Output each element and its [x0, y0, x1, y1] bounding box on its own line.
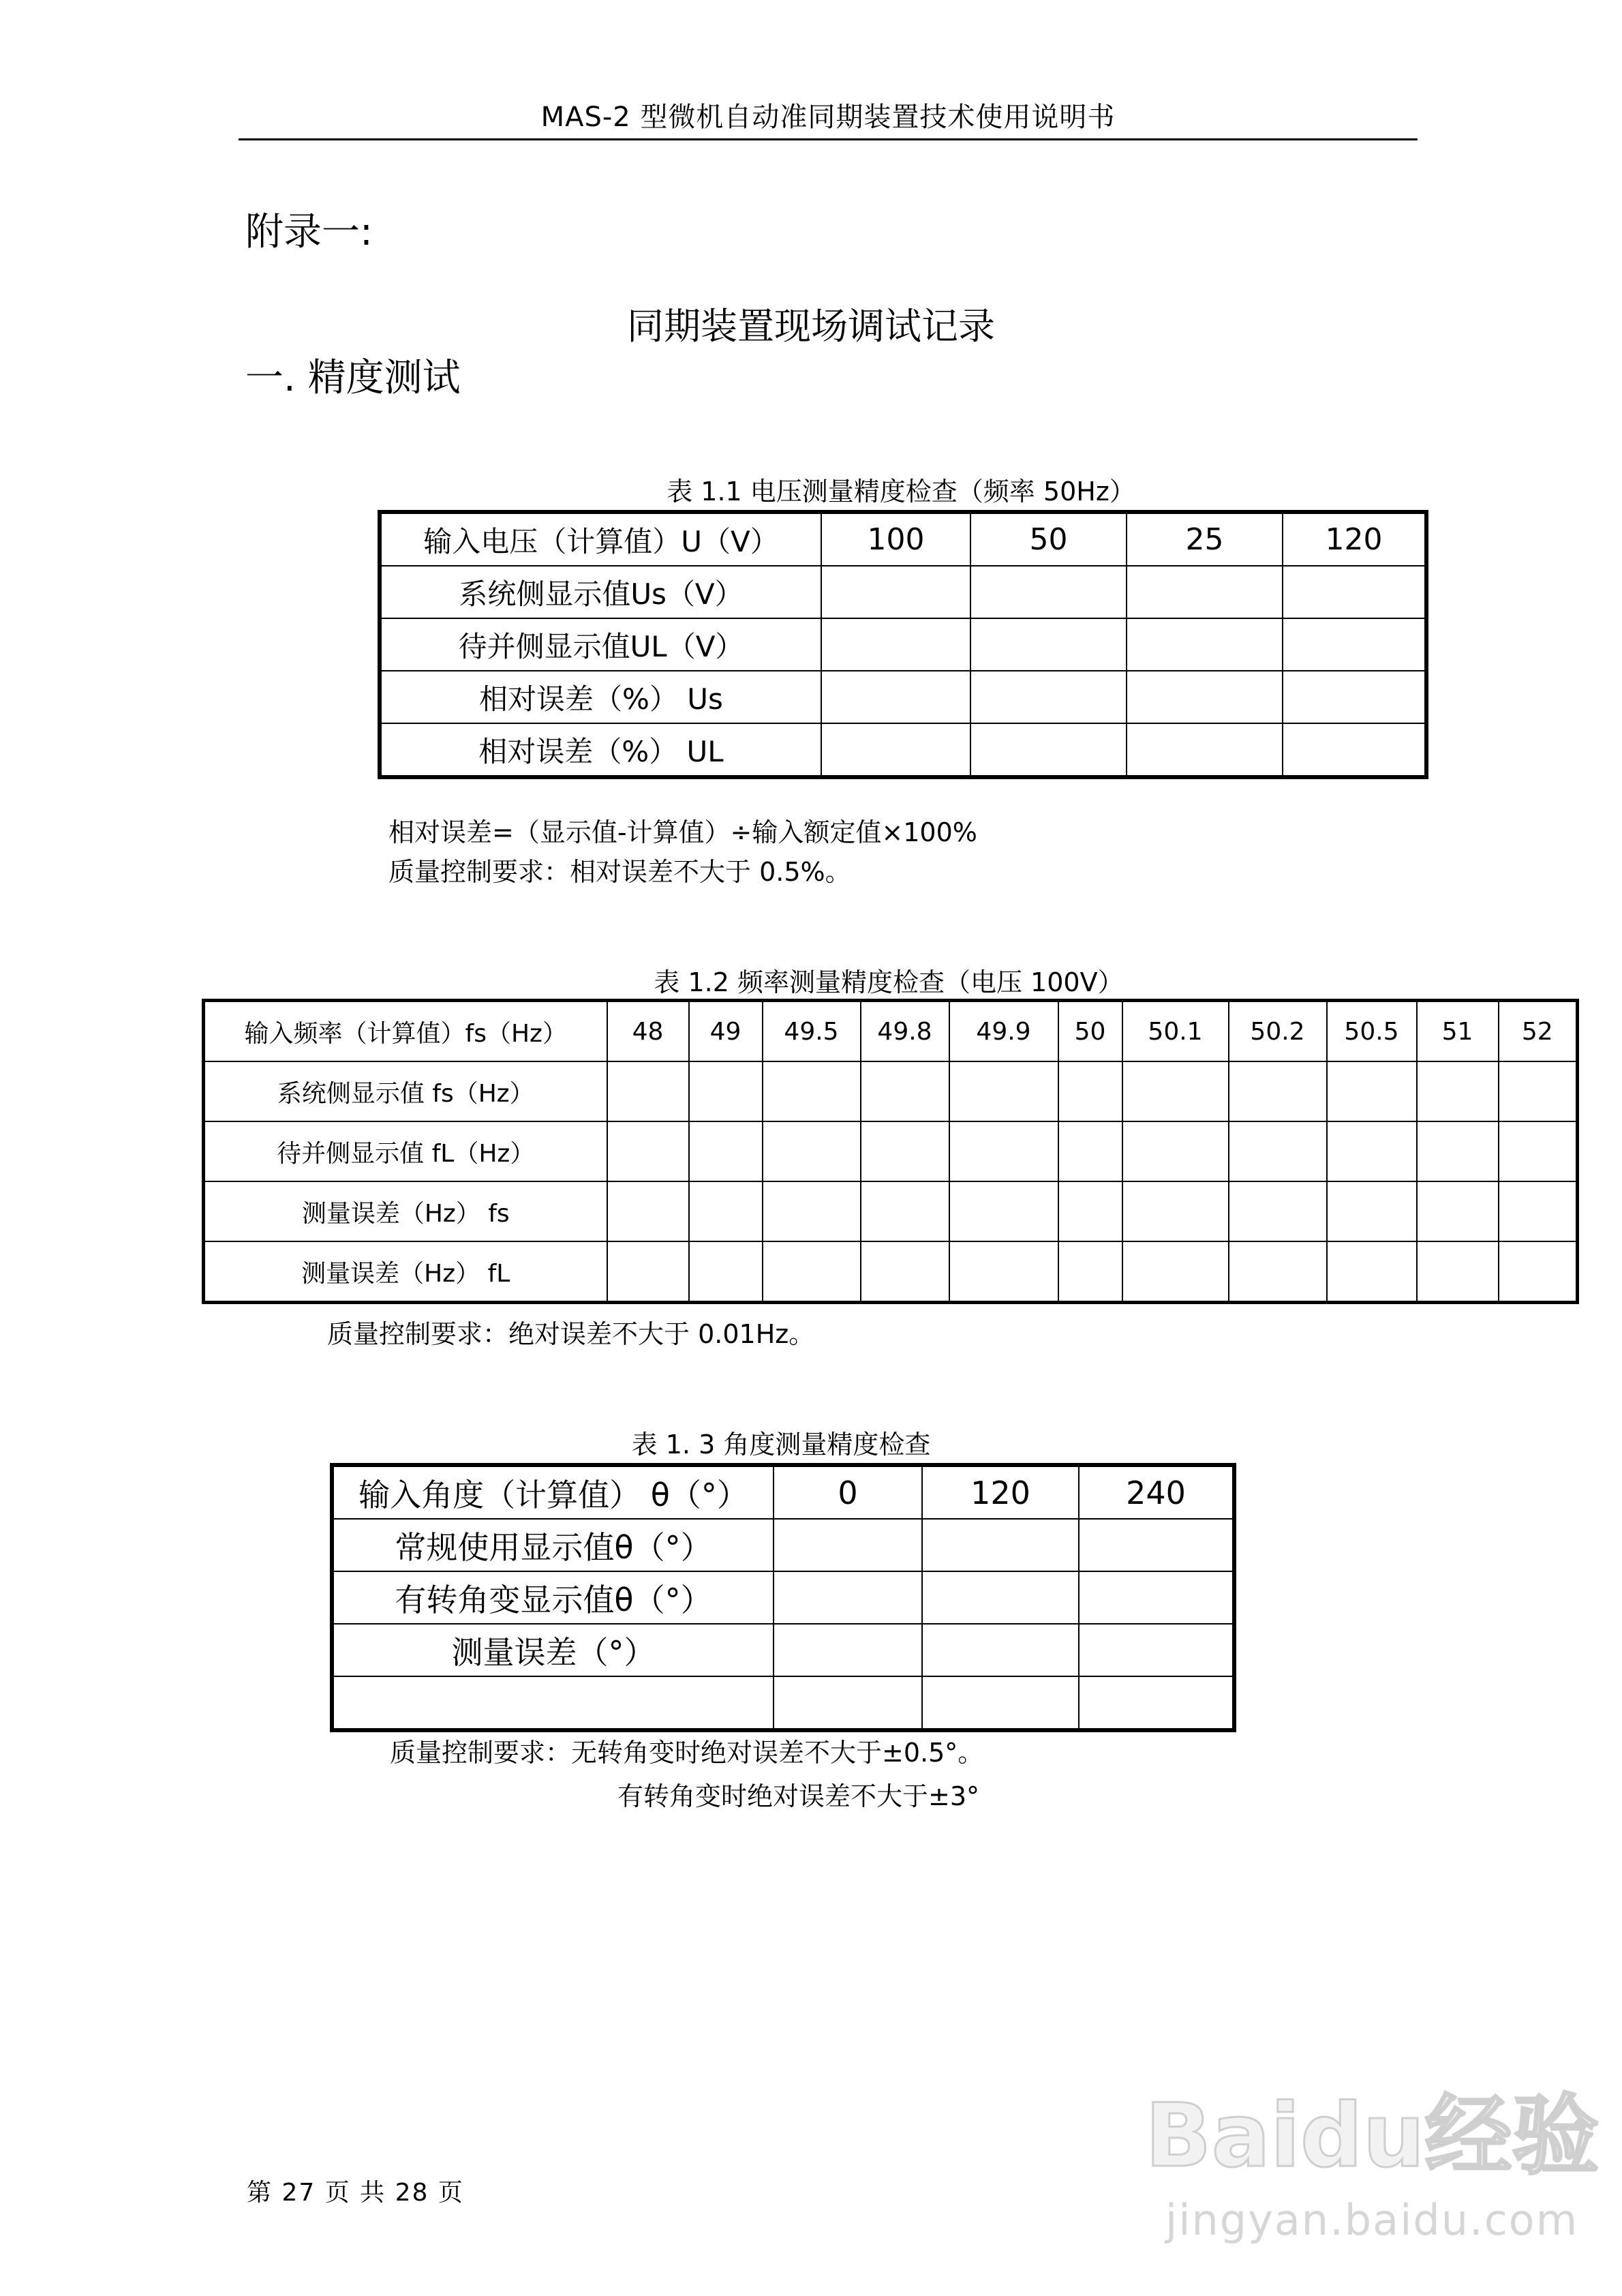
document-title: 同期装置现场调试记录: [627, 305, 995, 348]
empty-cell: [774, 1676, 922, 1730]
table2-column-header: 48: [607, 1001, 689, 1062]
empty-cell: [1327, 1241, 1417, 1303]
table2-column-header: 50.1: [1122, 1001, 1229, 1062]
table1-quality-note: 质量控制要求：相对误差不大于 0.5%。: [388, 857, 851, 887]
empty-cell: [1122, 1241, 1229, 1303]
empty-cell: [922, 1519, 1079, 1571]
table1-formula-note: 相对误差=（显示值-计算值）÷输入额定值×100%: [388, 817, 977, 847]
table-header-row: [332, 1465, 1234, 1519]
header-rule: [239, 138, 1418, 140]
empty-cell: [970, 671, 1127, 723]
empty-cell: [949, 1181, 1058, 1241]
empty-cell: [689, 1241, 763, 1303]
table2-column-header: 52: [1499, 1001, 1578, 1062]
empty-cell: [689, 1181, 763, 1241]
empty-cell: [1079, 1519, 1234, 1571]
table-row: [380, 723, 1426, 777]
empty-cell: [1058, 1121, 1122, 1181]
table3-column-header: 0: [774, 1465, 922, 1519]
table-row: [332, 1624, 1234, 1676]
empty-cell: [1229, 1181, 1327, 1241]
empty-cell: [1127, 723, 1283, 777]
empty-cell: [607, 1061, 689, 1121]
empty-cell: [1283, 566, 1426, 618]
table2-row-label: 测量误差（Hz） fs: [204, 1181, 607, 1241]
empty-cell: [1283, 618, 1426, 671]
empty-cell: [1327, 1121, 1417, 1181]
table-row: [380, 618, 1426, 671]
table3-row-label: [332, 1676, 774, 1730]
table-row: [204, 1181, 1578, 1241]
empty-cell: [1283, 723, 1426, 777]
empty-cell: [1327, 1061, 1417, 1121]
section-title: 一. 精度测试: [245, 356, 461, 400]
empty-cell: [1127, 618, 1283, 671]
empty-cell: [861, 1121, 949, 1181]
table-row: [332, 1676, 1234, 1730]
empty-cell: [1229, 1061, 1327, 1121]
table-row: [332, 1571, 1234, 1624]
empty-cell: [689, 1061, 763, 1121]
empty-cell: [1079, 1571, 1234, 1624]
empty-cell: [1417, 1181, 1499, 1241]
empty-cell: [1327, 1181, 1417, 1241]
empty-cell: [861, 1061, 949, 1121]
empty-cell: [1127, 671, 1283, 723]
table1-row-label: 相对误差（%） UL: [380, 723, 821, 777]
empty-cell: [970, 618, 1127, 671]
table1-header-label: 输入电压（计算值）U（V）: [380, 512, 821, 566]
voltage-accuracy-table: [378, 510, 1428, 779]
table-row: [380, 671, 1426, 723]
empty-cell: [763, 1121, 861, 1181]
empty-cell: [922, 1676, 1079, 1730]
empty-cell: [949, 1121, 1058, 1181]
empty-cell: [1122, 1181, 1229, 1241]
table2-column-header: 50.5: [1327, 1001, 1417, 1062]
frequency-accuracy-table: [202, 999, 1579, 1304]
empty-cell: [861, 1181, 949, 1241]
table2-caption: 表 1.2 频率测量精度检查（电压 100V）: [654, 967, 1124, 997]
empty-cell: [970, 723, 1127, 777]
table3-rotation-note: 有转角变时绝对误差不大于±3°: [617, 1781, 980, 1811]
table2-column-header: 49.9: [949, 1001, 1058, 1062]
table-row: [204, 1061, 1578, 1121]
empty-cell: [949, 1241, 1058, 1303]
empty-cell: [1229, 1121, 1327, 1181]
empty-cell: [1122, 1121, 1229, 1181]
table1-column-header: 50: [970, 512, 1127, 566]
empty-cell: [861, 1241, 949, 1303]
table2-header-label: 输入频率（计算值）fs（Hz）: [204, 1001, 607, 1062]
table1-row-label: 待并侧显示值UL（V）: [380, 618, 821, 671]
empty-cell: [1079, 1624, 1234, 1676]
table1-row-label: 相对误差（%） Us: [380, 671, 821, 723]
empty-cell: [922, 1624, 1079, 1676]
empty-cell: [774, 1519, 922, 1571]
table1-row-label: 系统侧显示值Us（V）: [380, 566, 821, 618]
empty-cell: [1283, 671, 1426, 723]
empty-cell: [1499, 1061, 1578, 1121]
table-header-row: [380, 512, 1426, 566]
empty-cell: [1417, 1241, 1499, 1303]
empty-cell: [607, 1121, 689, 1181]
empty-cell: [1499, 1241, 1578, 1303]
empty-cell: [821, 618, 970, 671]
table-row: [332, 1519, 1234, 1571]
table2-column-header: 51: [1417, 1001, 1499, 1062]
empty-cell: [1058, 1181, 1122, 1241]
table3-row-label: 测量误差（°）: [332, 1624, 774, 1676]
table2-column-header: 50.2: [1229, 1001, 1327, 1062]
empty-cell: [607, 1181, 689, 1241]
empty-cell: [1127, 566, 1283, 618]
empty-cell: [1417, 1061, 1499, 1121]
table-header-row: [204, 1001, 1578, 1062]
empty-cell: [763, 1241, 861, 1303]
table2-column-header: 49: [689, 1001, 763, 1062]
empty-cell: [1499, 1121, 1578, 1181]
empty-cell: [689, 1121, 763, 1181]
empty-cell: [1058, 1061, 1122, 1121]
table3-row-label: 有转角变显示值θ（°）: [332, 1571, 774, 1624]
table2-row-label: 系统侧显示值 fs（Hz）: [204, 1061, 607, 1121]
table2-row-label: 测量误差（Hz） fL: [204, 1241, 607, 1303]
table3-quality-note: 质量控制要求：无转角变时绝对误差不大于±0.5°。: [390, 1738, 984, 1768]
empty-cell: [607, 1241, 689, 1303]
table1-column-header: 120: [1283, 512, 1426, 566]
empty-cell: [1229, 1241, 1327, 1303]
page-number: 第 27 页 共 28 页: [247, 2179, 464, 2207]
empty-cell: [949, 1061, 1058, 1121]
empty-cell: [970, 566, 1127, 618]
table2-column-header: 49.8: [861, 1001, 949, 1062]
empty-cell: [821, 671, 970, 723]
table-row: [204, 1121, 1578, 1181]
angle-accuracy-table: [330, 1463, 1236, 1732]
empty-cell: [763, 1061, 861, 1121]
empty-cell: [1079, 1676, 1234, 1730]
table2-quality-note: 质量控制要求：绝对误差不大于 0.01Hz。: [327, 1319, 815, 1349]
table2-row-label: 待并侧显示值 fL（Hz）: [204, 1121, 607, 1181]
baidu-jingyan-watermark: [1145, 2066, 1600, 2263]
table3-caption: 表 1. 3 角度测量精度检查: [631, 1430, 931, 1460]
table-row: [380, 566, 1426, 618]
watermark-url: jingyan.baidu.com: [1165, 2195, 1579, 2245]
empty-cell: [774, 1624, 922, 1676]
table3-column-header: 240: [1079, 1465, 1234, 1519]
empty-cell: [1122, 1061, 1229, 1121]
table3-column-header: 120: [922, 1465, 1079, 1519]
empty-cell: [763, 1181, 861, 1241]
empty-cell: [922, 1571, 1079, 1624]
table-row: [204, 1241, 1578, 1303]
empty-cell: [821, 723, 970, 777]
running-header: MAS-2 型微机自动准同期装置技术使用说明书: [540, 102, 1116, 133]
table2-column-header: 49.5: [763, 1001, 861, 1062]
table1-column-header: 100: [821, 512, 970, 566]
empty-cell: [774, 1571, 922, 1624]
table3-row-label: 常规使用显示值θ（°）: [332, 1519, 774, 1571]
table3-header-label: 输入角度（计算值） θ（°）: [332, 1465, 774, 1519]
empty-cell: [1417, 1121, 1499, 1181]
watermark-logo: Baidu经验: [1145, 2085, 1600, 2187]
empty-cell: [821, 566, 970, 618]
empty-cell: [1058, 1241, 1122, 1303]
table2-column-header: 50: [1058, 1001, 1122, 1062]
appendix-label: 附录一:: [245, 210, 373, 254]
table1-caption: 表 1.1 电压测量精度检查（频率 50Hz）: [667, 477, 1135, 507]
empty-cell: [1499, 1181, 1578, 1241]
table1-column-header: 25: [1127, 512, 1283, 566]
